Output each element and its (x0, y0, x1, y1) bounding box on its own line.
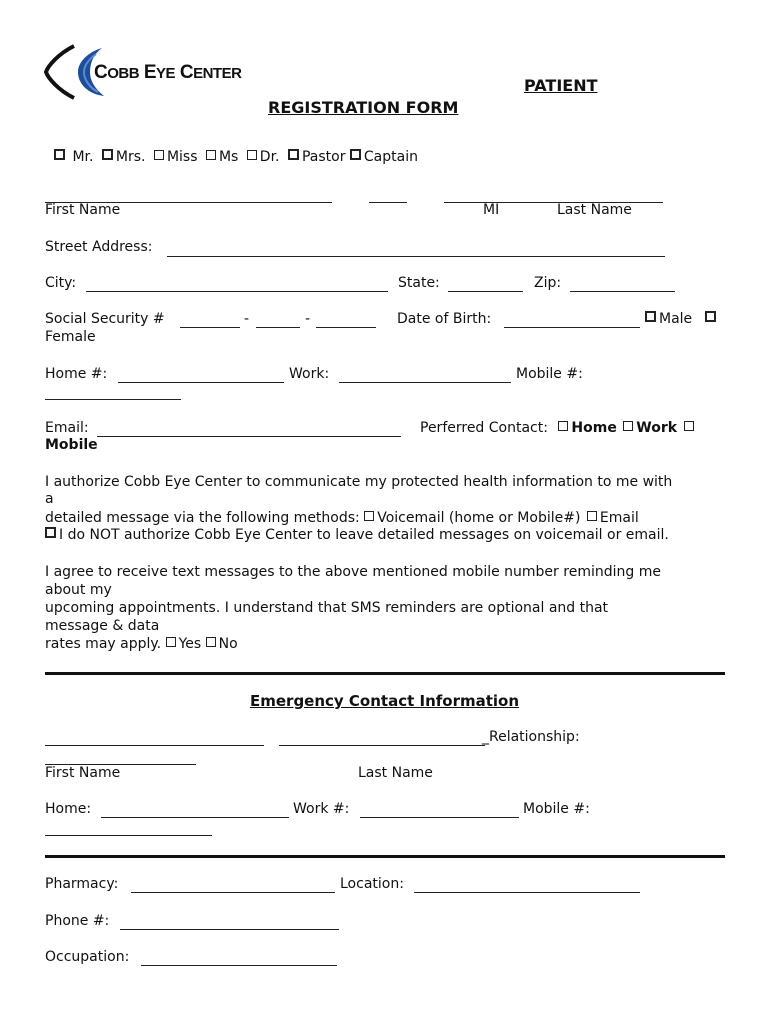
relationship-label: _Relationship: (482, 729, 580, 745)
section-divider-2 (45, 855, 725, 858)
checkbox-mr[interactable]: Mr. (54, 149, 93, 165)
checkbox-voicemail[interactable]: Voicemail (home or Mobile#) (364, 510, 580, 526)
checkbox-male[interactable]: Male (645, 311, 692, 327)
emergency-mobile-input[interactable] (45, 835, 212, 836)
occupation-label: Occupation: (45, 949, 130, 965)
checkbox-sms-yes[interactable]: Yes (166, 636, 202, 652)
pharmacy-input[interactable] (131, 892, 335, 893)
first-name-label: First Name (45, 202, 121, 218)
title-registration-form: REGISTRATION FORM (268, 98, 459, 117)
sms-text-line2b: message & data (45, 618, 160, 634)
emergency-first-name-input[interactable] (45, 745, 264, 746)
ssn-dash-1: - (244, 311, 250, 327)
sms-consent (45, 636, 238, 652)
dob-label: Date of Birth: (397, 311, 492, 327)
logo-text: COBB EYE CENTER (94, 62, 242, 83)
preferred-contact-label: Perferred Contact: (420, 420, 548, 436)
checkbox-preferred-home[interactable]: Home (558, 420, 616, 436)
location-label: Location: (340, 876, 404, 892)
mobile-phone-input[interactable] (45, 399, 181, 400)
checkbox-preferred-work[interactable]: Work (623, 420, 677, 436)
sms-text-line1: I agree to receive text messages to the above mentioned mobile number reminding me (45, 564, 661, 580)
checkbox-female-box[interactable] (705, 311, 719, 327)
auth-methods-label: detailed message via the following methods: (45, 510, 360, 526)
sms-text-line3: rates may apply. (45, 636, 162, 652)
checkbox-captain[interactable]: Captain (350, 149, 418, 165)
auth-text-line1: I authorize Cobb Eye Center to communicate my protected health information to me with (45, 474, 673, 490)
ssn-part1-input[interactable] (180, 327, 240, 328)
checkbox-preferred-mobile[interactable] (684, 420, 697, 436)
emergency-mobile-label: Mobile #: (523, 801, 590, 817)
checkbox-miss[interactable]: Miss (154, 149, 198, 165)
title-patient: PATIENT (524, 76, 598, 95)
ssn-part2-input[interactable] (256, 327, 300, 328)
section-divider-1 (45, 672, 725, 675)
occupation-input[interactable] (141, 965, 337, 966)
emergency-home-input[interactable] (101, 817, 289, 818)
ssn-dash-2: - (305, 311, 311, 327)
checkbox-mrs[interactable]: Mrs. (102, 149, 146, 165)
dob-input[interactable] (504, 327, 640, 328)
emergency-home-label: Home: (45, 801, 92, 817)
mi-label: MI (483, 202, 500, 218)
emergency-work-input[interactable] (360, 817, 519, 818)
emergency-heading: Emergency Contact Information (250, 692, 520, 710)
city-input[interactable] (86, 291, 388, 292)
sms-text-line2: upcoming appointments. I understand that SMS reminders are optional and that (45, 600, 609, 616)
city-label: City: (45, 275, 77, 291)
auth-text-line1b: a (45, 491, 54, 507)
sms-text-line1b: about my (45, 582, 112, 598)
home-phone-label: Home #: (45, 366, 108, 382)
checkbox-dr[interactable]: Dr. (247, 149, 280, 165)
street-input[interactable] (167, 256, 665, 257)
emergency-last-name-label: Last Name (358, 765, 433, 781)
auth-methods (45, 510, 639, 526)
salutation-options (54, 149, 418, 165)
work-phone-input[interactable] (339, 382, 511, 383)
preferred-mobile-label: Mobile (45, 437, 98, 453)
pharmacy-label: Pharmacy: (45, 876, 119, 892)
email-label: Email: (45, 420, 89, 436)
work-phone-label: Work: (289, 366, 330, 382)
phone-label: Phone #: (45, 913, 110, 929)
zip-label: Zip: (534, 275, 562, 291)
state-label: State: (398, 275, 440, 291)
female-label: Female (45, 329, 96, 345)
emergency-work-label: Work #: (293, 801, 350, 817)
location-input[interactable] (414, 892, 640, 893)
home-phone-input[interactable] (118, 382, 284, 383)
phone-input[interactable] (120, 929, 339, 930)
ssn-part3-input[interactable] (316, 327, 376, 328)
zip-input[interactable] (570, 291, 675, 292)
mobile-phone-label: Mobile #: (516, 366, 583, 382)
last-name-label: Last Name (557, 202, 632, 218)
checkbox-auth-email[interactable]: Email (587, 510, 639, 526)
checkbox-not-authorize[interactable]: I do NOT authorize Cobb Eye Center to leave detailed messages on voicemail or email. (45, 527, 669, 543)
street-label: Street Address: (45, 239, 153, 255)
state-input[interactable] (448, 291, 523, 292)
mi-input[interactable] (369, 202, 407, 203)
preferred-contact (420, 420, 697, 436)
logo (44, 44, 274, 100)
ssn-label: Social Security # (45, 311, 165, 327)
checkbox-sms-no[interactable]: No (206, 636, 238, 652)
emergency-first-name-label: First Name (45, 765, 121, 781)
email-input[interactable] (97, 436, 401, 437)
emergency-last-name-input[interactable] (279, 745, 485, 746)
checkbox-pastor[interactable]: Pastor (288, 149, 346, 165)
checkbox-ms[interactable]: Ms (206, 149, 238, 165)
